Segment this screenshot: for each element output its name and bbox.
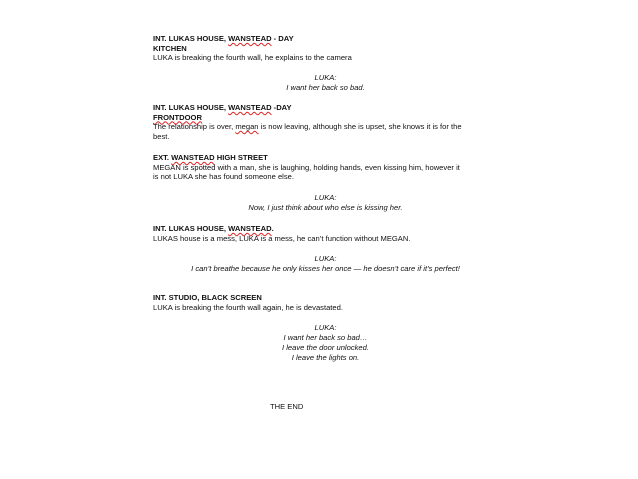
scene-heading: EXT. WANSTEAD HIGH STREET: [153, 153, 268, 162]
scene-4: [153, 224, 498, 243]
scene-subheading: [153, 113, 498, 123]
dialogue-4: [153, 254, 498, 274]
dialogue-3: [153, 193, 498, 213]
character-name: LUKA:: [314, 193, 337, 202]
dialogue-line: I leave the door unlocked.: [282, 343, 369, 352]
action-line: LUKAS house is a mess, LUKA is a mess, he can’t function without MEGAN.: [153, 233, 411, 243]
spellcheck-word: megan: [235, 122, 259, 132]
scene-1: [153, 34, 498, 63]
action-line: best.: [153, 131, 170, 141]
scene-heading: INT. LUKAS HOUSE, WANSTEAD -DAY: [153, 103, 292, 112]
action-line: LUKA is breaking the fourth wall, he explains to the camera: [153, 53, 352, 63]
the-end-label: THE END: [270, 402, 304, 411]
character-name: LUKA:: [314, 73, 337, 82]
action-line: is not LUKA she has found someone else.: [153, 172, 294, 182]
spellcheck-word: WANSTEAD: [228, 224, 272, 233]
scene-2: [153, 103, 498, 141]
spellcheck-word: WANSTEAD: [228, 34, 272, 43]
spellcheck-word: WANSTEAD: [171, 153, 215, 162]
scene-heading: INT. STUDIO, BLACK SCREEN: [153, 293, 262, 302]
action-line: LUKA is breaking the fourth wall again, he is devastated.: [153, 302, 343, 312]
spellcheck-word: FRONTDOOR: [153, 112, 202, 122]
scene-5: [153, 293, 498, 312]
spellcheck-word: WANSTEAD: [228, 103, 272, 112]
dialogue-line: I want her back so bad.: [286, 83, 365, 92]
scene-3: [153, 153, 498, 182]
dialogue-5: [153, 323, 498, 363]
action-line: MEGAN is spotted with a man, she is laughing, holding hands, even kissing him, however it: [153, 162, 460, 172]
scene-subheading: KITCHEN: [153, 43, 187, 53]
scene-heading: INT. LUKAS HOUSE, WANSTEAD - DAY: [153, 34, 294, 43]
scene-heading: INT. LUKAS HOUSE, WANSTEAD.: [153, 224, 274, 233]
action-line: The relationship is over, megan is now leaving, although she is upset, she knows it is for the: [153, 122, 462, 132]
character-name: LUKA:: [314, 323, 337, 332]
dialogue-line: I can’t breathe because he only kisses her once — he doesn’t care if it’s perfect!: [191, 264, 460, 273]
dialogue-1: [153, 73, 498, 93]
dialogue-line: Now, I just think about who else is kissing her.: [248, 203, 403, 212]
dialogue-line: I want her back so bad…: [283, 333, 368, 342]
dialogue-line: I leave the lights on.: [291, 353, 360, 362]
character-name: LUKA:: [314, 254, 337, 263]
